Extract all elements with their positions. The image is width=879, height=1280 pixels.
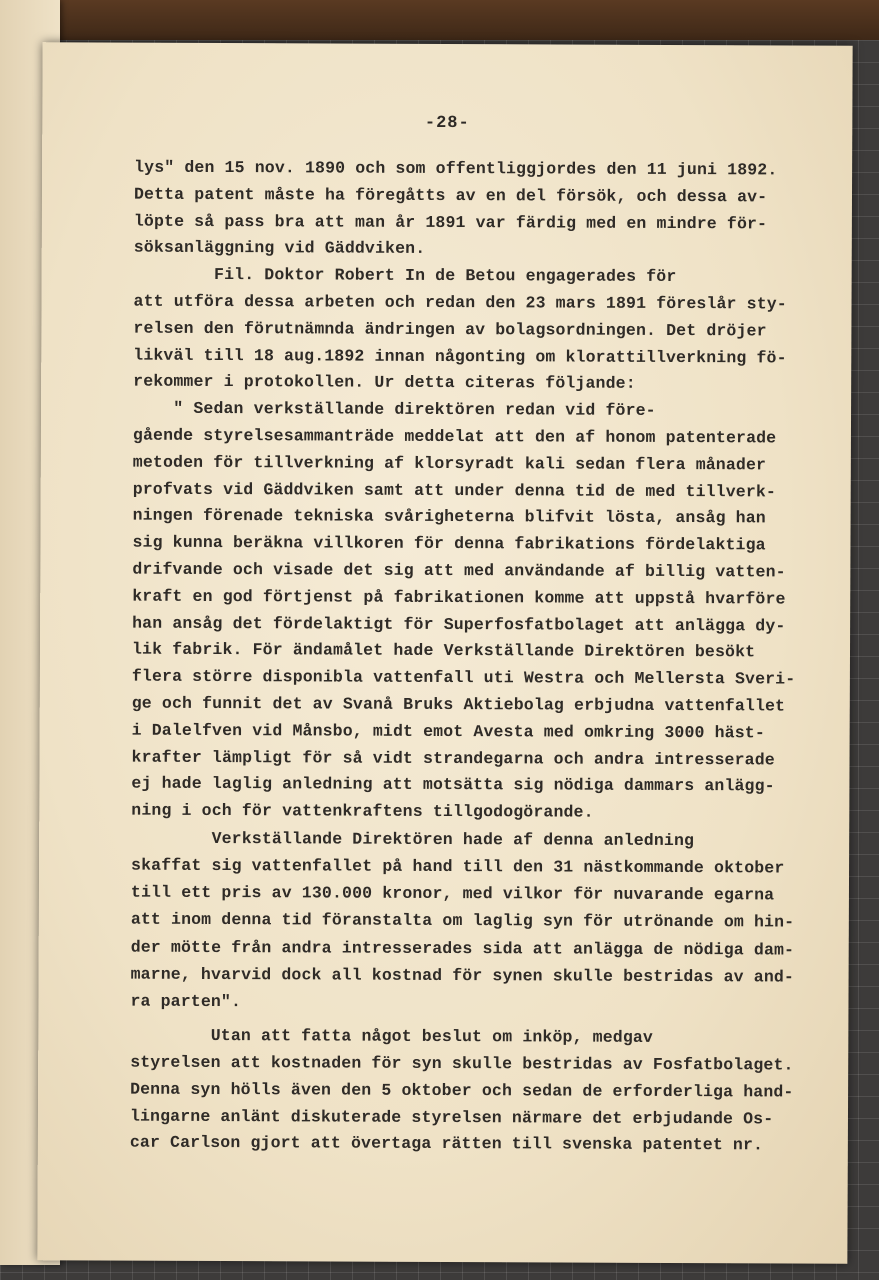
text-line: car Carlson gjort att övertaga rätten till svenska patentet nr.: [129, 1133, 764, 1155]
text-line: att utföra dessa arbeten och redan den 23 mars 1891 föreslår sty-: [133, 291, 787, 314]
text-line: likväl till 18 aug.1892 innan någonting om klorattillverkning fö-: [133, 345, 787, 368]
text-line: söksanläggning vid Gäddviken.: [133, 238, 426, 259]
text-line: relsen den förutnämnda ändringen av bolagsordningen. Det dröjer: [133, 318, 767, 341]
text-line: till ett pris av 130.000 kronor, med vilkor för nuvarande egarna: [130, 882, 775, 905]
text-line: ningen förenade tekniska svårigheterna blifvit lösta, ansåg han: [132, 505, 766, 528]
paragraph-3: [130, 1023, 831, 1160]
typewritten-page: [37, 42, 852, 1264]
text-line: Denna syn hölls även den 5 oktober och sedan de erforderliga hand-: [130, 1079, 794, 1102]
text-line: flera större disponibla vattenfall uti Westra och Mellersta Sveri-: [131, 666, 796, 689]
text-line: der mötte från andra intresserades sida att anlägga de nödiga dam-: [130, 937, 795, 960]
text-line: " Sedan verkställande direktören redan vid före-: [133, 398, 656, 421]
text-line: metoden för tillverkning af klorsyradt kali sedan flera månader: [132, 452, 767, 475]
text-line: löpte så pass bra att man år 1891 var färdig med en mindre för-: [133, 211, 768, 233]
text-line: skaffat sig vattenfallet på hand till den 31 nästkommande oktober: [131, 855, 785, 878]
text-line: Fil. Doktor Robert In de Betou engagerades för: [133, 264, 677, 287]
text-line: Detta patent måste ha föregåtts av en del försök, och dessa av-: [133, 184, 768, 207]
table-surface: [0, 0, 879, 40]
text-line: ra parten".: [130, 991, 242, 1012]
text-line: han ansåg det fördelaktigt för Superfosfatbolaget att anlägga dy-: [132, 613, 786, 636]
text-line: gående styrelsesammanträde meddelat att den af honom patenterade: [132, 425, 777, 448]
text-line: ge och funnit det av Svanå Bruks Aktiebolag erbjudna vattenfallet: [131, 693, 786, 716]
text-line: drifvande och visade det sig att med användande af billig vatten-: [132, 559, 786, 582]
text-line: profvats vid Gäddviken samt att under denna tid de med tillverk-: [132, 479, 777, 502]
page-number: -28-: [424, 113, 470, 134]
text-line: krafter lämpligt för så vidt strandegarna och andra intresserade: [131, 747, 775, 769]
page-body: [130, 155, 834, 1160]
text-line: lys" den 15 nov. 1890 och som offentliggjordes den 11 juni 1892.: [134, 157, 778, 180]
text-line: lik fabrik. För ändamålet hade Verkställande Direktören besökt: [131, 639, 756, 662]
paragraph-1: [134, 155, 834, 265]
text-line: marne, hvarvid dock all kostnad för synen skulle bestridas av and-: [130, 964, 795, 987]
text-line: sig kunna beräkna villkoren för denna fabrikations fördelaktiga: [132, 532, 766, 555]
text-line: rekommer i protokollen. Ur detta citeras följande:: [133, 372, 636, 394]
text-line: lingarne anlänt diskuterade styrelsen närmare det erbjudande Os-: [129, 1106, 774, 1129]
quote-paragraph-1: [131, 396, 833, 828]
text-line: ej hade laglig anledning att motsätta sig nödiga dammars anlägg-: [131, 773, 775, 796]
text-line: i Dalelfven vid Månsbo, midt emot Avesta med omkring 3000 häst-: [131, 720, 765, 743]
text-line: Utan att fatta något beslut om inköp, medgav: [130, 1025, 654, 1048]
text-line: styrelsen att kostnaden för syn skulle bestridas av Fosfatbolaget.: [130, 1052, 794, 1075]
paragraph-2: [133, 262, 834, 399]
quote-paragraph-2: [130, 825, 831, 1018]
text-line: ning i och för vattenkraftens tillgodogörande.: [131, 800, 594, 822]
text-line: kraft en god förtjenst på fabrikationen komme att uppstå hvarföre: [132, 586, 786, 609]
text-line: att inom denna tid föranstalta om laglig syn för utrönande om hin-: [130, 910, 795, 933]
text-line: Verkställande Direktören hade af denna anledning: [131, 828, 695, 851]
